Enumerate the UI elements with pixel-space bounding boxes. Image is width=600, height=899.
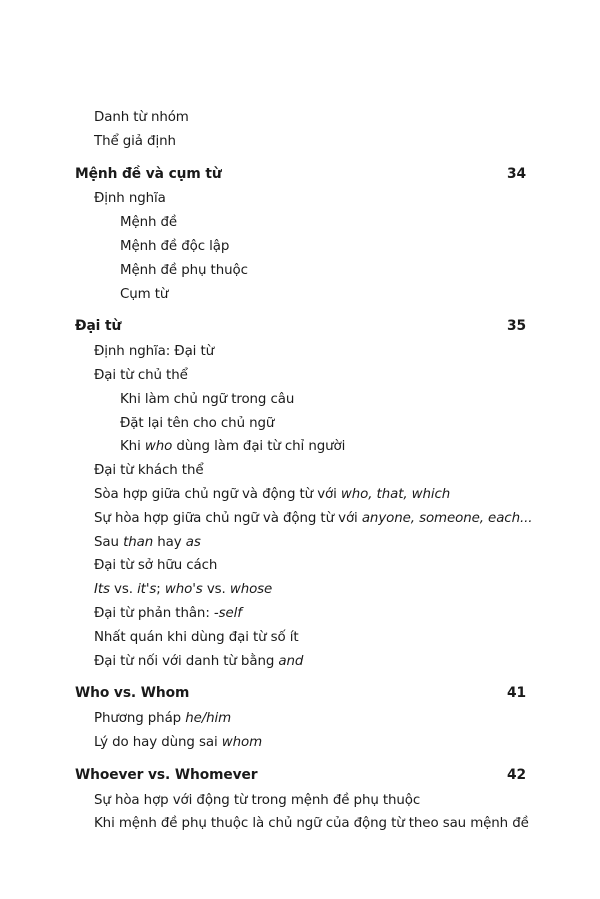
entry-text-part: Mệnh đề phụ thuộc [120, 263, 248, 278]
italic-term: who's [164, 582, 203, 597]
italic-term: who, that, which [340, 487, 451, 502]
toc-entry [94, 133, 176, 151]
entry-text-part: Cụm từ [120, 287, 169, 302]
entry-text-part: Đại từ khách thể [94, 463, 204, 478]
entry-text-part: Khi làm chủ ngữ trong câu [120, 392, 295, 407]
toc-entry [120, 286, 168, 304]
toc-entry [94, 534, 201, 552]
entry-text-part: Phương pháp [94, 711, 186, 726]
toc-entry [94, 792, 420, 810]
toc-section-heading [75, 684, 526, 702]
toc-entry [94, 367, 188, 385]
entry-text-part: hay [153, 535, 186, 550]
italic-term: whose [229, 582, 273, 597]
entry-text-part: Whoever vs. Whomever [75, 767, 258, 783]
entry-text [120, 215, 177, 230]
toc-entry [120, 415, 274, 433]
entry-text [120, 263, 248, 278]
entry-text-part: Thể giả định [94, 134, 176, 149]
page-number: 35 [507, 318, 526, 334]
entry-text-part: Nhất quán khi dùng đại từ số ít [94, 630, 299, 645]
toc-entry [94, 109, 189, 127]
entry-text-part: Sự hòa hợp giữa chủ ngữ và động từ với [94, 511, 362, 526]
italic-term: Its [94, 582, 110, 597]
section-title [75, 685, 189, 701]
section-title [75, 166, 222, 182]
entry-text [120, 416, 274, 431]
toc-entry [120, 238, 229, 256]
entry-text-part: Sòa hợp giữa chủ ngữ và động từ với [94, 487, 341, 502]
entry-text-part: Mệnh đề [120, 215, 178, 230]
section-title [75, 318, 121, 334]
page-number: 42 [507, 767, 526, 783]
entry-text [94, 511, 532, 526]
entry-text [120, 392, 294, 407]
entry-text-part: Who vs. Whom [75, 685, 190, 701]
entry-text [94, 816, 529, 831]
italic-term: who [144, 439, 173, 454]
italic-term: than [123, 535, 154, 550]
entry-text-part: Định nghĩa [94, 191, 166, 206]
toc-entry [120, 438, 345, 456]
entry-text [94, 463, 203, 478]
entry-text-part: Đặt lại tên cho chủ ngữ [120, 416, 275, 431]
entry-text [94, 487, 450, 502]
page-number: 41 [507, 685, 526, 701]
entry-text [94, 558, 217, 573]
toc-entry [94, 734, 262, 752]
entry-text-part: Mệnh đề và cụm từ [75, 166, 222, 182]
toc-entry [94, 343, 214, 361]
toc-entry [94, 815, 529, 833]
entry-text-part: Đại từ phản thân: [94, 606, 214, 621]
toc-entry [94, 462, 203, 480]
entry-text-part: Đại từ chủ thể [94, 368, 188, 383]
entry-text-part: Đại từ nối với danh từ bằng [94, 654, 279, 669]
entry-text [94, 582, 272, 597]
entry-text [94, 793, 420, 808]
entry-text [94, 606, 242, 621]
entry-text-part: vs. [109, 582, 138, 597]
italic-term: he/him [185, 711, 232, 726]
entry-text-part: Khi mệnh đề phụ thuộc là chủ ngữ của động từ theo sau mệnh đề [94, 816, 529, 831]
entry-text-part: Sau [94, 535, 124, 550]
toc-entry [94, 629, 299, 647]
entry-text-part: Mệnh đề độc lập [120, 239, 230, 254]
entry-text-part: ; [156, 582, 165, 597]
toc-entry [94, 510, 532, 528]
entry-text-part: Đại từ [75, 318, 122, 334]
toc-entry [120, 262, 248, 280]
entry-text-part: vs. [202, 582, 230, 597]
toc-entry [94, 557, 217, 575]
entry-text-part: Định nghĩa: Đại từ [94, 344, 214, 359]
entry-text [94, 654, 303, 669]
entry-text-part: Danh từ nhóm [94, 110, 189, 125]
section-title [75, 767, 258, 783]
italic-term: whom [221, 735, 263, 750]
entry-text [94, 735, 262, 750]
entry-text [120, 287, 168, 302]
entry-text-part: Sự hòa hợp với động từ trong mệnh đề phụ thuộc [94, 793, 421, 808]
toc-section-heading [75, 165, 526, 183]
entry-text [94, 191, 166, 206]
toc-entry [94, 486, 450, 504]
italic-term: anyone, someone, each... [361, 511, 533, 526]
page-number: 34 [507, 166, 526, 182]
toc-entry [120, 391, 294, 409]
toc-entry [94, 190, 166, 208]
entry-text [94, 368, 188, 383]
entry-text-part: dùng làm đại từ chỉ người [172, 439, 346, 454]
entry-text [94, 134, 176, 149]
entry-text-part: Khi [120, 439, 145, 454]
italic-term: -self [213, 606, 242, 621]
entry-text [94, 344, 214, 359]
italic-term: and [278, 654, 304, 669]
italic-term: it's [137, 582, 157, 597]
entry-text [94, 110, 189, 125]
toc-section-heading [75, 766, 526, 784]
italic-term: as [185, 535, 201, 550]
toc-entry [94, 710, 231, 728]
toc-entry [120, 214, 177, 232]
entry-text [94, 535, 201, 550]
entry-text-part: Đại từ sở hữu cách [94, 558, 218, 573]
toc-section-heading [75, 317, 526, 335]
toc-entry [94, 581, 272, 599]
toc-entry [94, 653, 303, 671]
toc-entry [94, 605, 242, 623]
entry-text [120, 239, 229, 254]
entry-text [94, 630, 299, 645]
entry-text-part: Lý do hay dùng sai [94, 735, 222, 750]
entry-text [94, 711, 231, 726]
entry-text [120, 439, 345, 454]
